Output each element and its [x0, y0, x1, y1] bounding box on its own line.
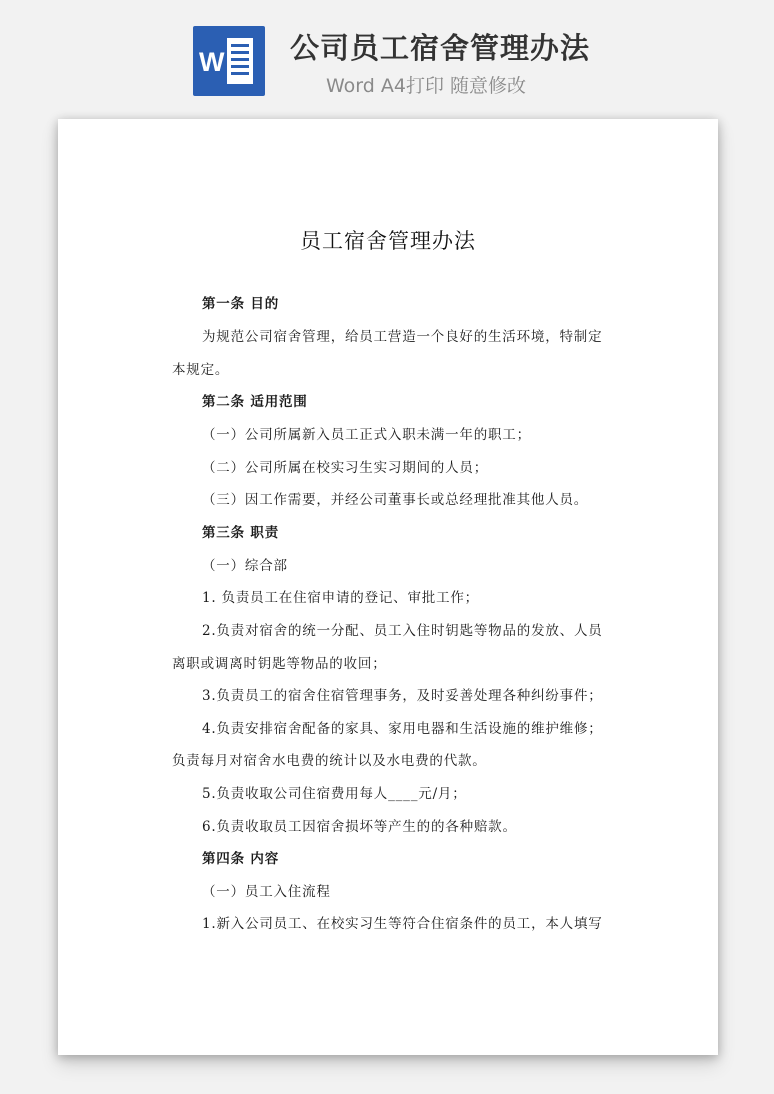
- paragraph-line: 离职或调离时钥匙等物品的收回；: [172, 656, 387, 672]
- document-title: 员工宿舍管理办法: [300, 229, 476, 253]
- paragraph-line: 3.负责员工的宿舍住宿管理事务，及时妥善处理各种纠纷事件；: [202, 688, 603, 704]
- paragraph-line: （三）因工作需要，并经公司董事长或总经理批准其他人员。: [202, 492, 589, 508]
- word-doc-icon: [193, 26, 265, 96]
- document-page: [58, 119, 718, 1055]
- paragraph-line: 1. 负责员工在住宿申请的登记、审批工作；: [202, 590, 479, 606]
- paragraph-line: 本规定。: [172, 362, 230, 378]
- header-banner: [0, 0, 774, 115]
- paragraph-line: 4.负责安排宿舍配备的家具、家用电器和生活设施的维护维修；: [202, 721, 603, 737]
- paragraph-line: （一）综合部: [202, 558, 288, 574]
- paragraph-line: （二）公司所属在校实习生实习期间的人员；: [202, 460, 488, 476]
- word-letter: W: [199, 47, 225, 77]
- paragraph-line: （一）员工入住流程: [202, 884, 331, 900]
- section-heading: 第二条 适用范围: [202, 394, 308, 410]
- paragraph-line: （一）公司所属新入员工正式入职未满一年的职工；: [202, 427, 531, 443]
- page-subtitle: Word A4打印 随意修改: [326, 75, 527, 97]
- paragraph-line: 为规范公司宿舍管理，给员工营造一个良好的生活环境，特制定: [202, 329, 603, 345]
- section-heading: 第一条 目的: [202, 296, 279, 312]
- paragraph-line: 负责每月对宿舍水电费的统计以及水电费的代款。: [172, 753, 487, 769]
- paragraph-line: 1.新入公司员工、在校实习生等符合住宿条件的员工，本人填写: [202, 916, 603, 932]
- page-title: 公司员工宿舍管理办法: [290, 31, 591, 65]
- section-heading: 第四条 内容: [202, 851, 279, 867]
- section-heading: 第三条 职责: [202, 525, 279, 541]
- paragraph-line: 5.负责收取公司住宿费用每人____元/月；: [202, 786, 467, 802]
- paragraph-line: 6.负责收取员工因宿舍损坏等产生的的各种赔款。: [202, 819, 517, 835]
- paragraph-line: 2.负责对宿舍的统一分配、员工入住时钥匙等物品的发放、人员: [202, 623, 603, 639]
- watermark: [91, 451, 105, 471]
